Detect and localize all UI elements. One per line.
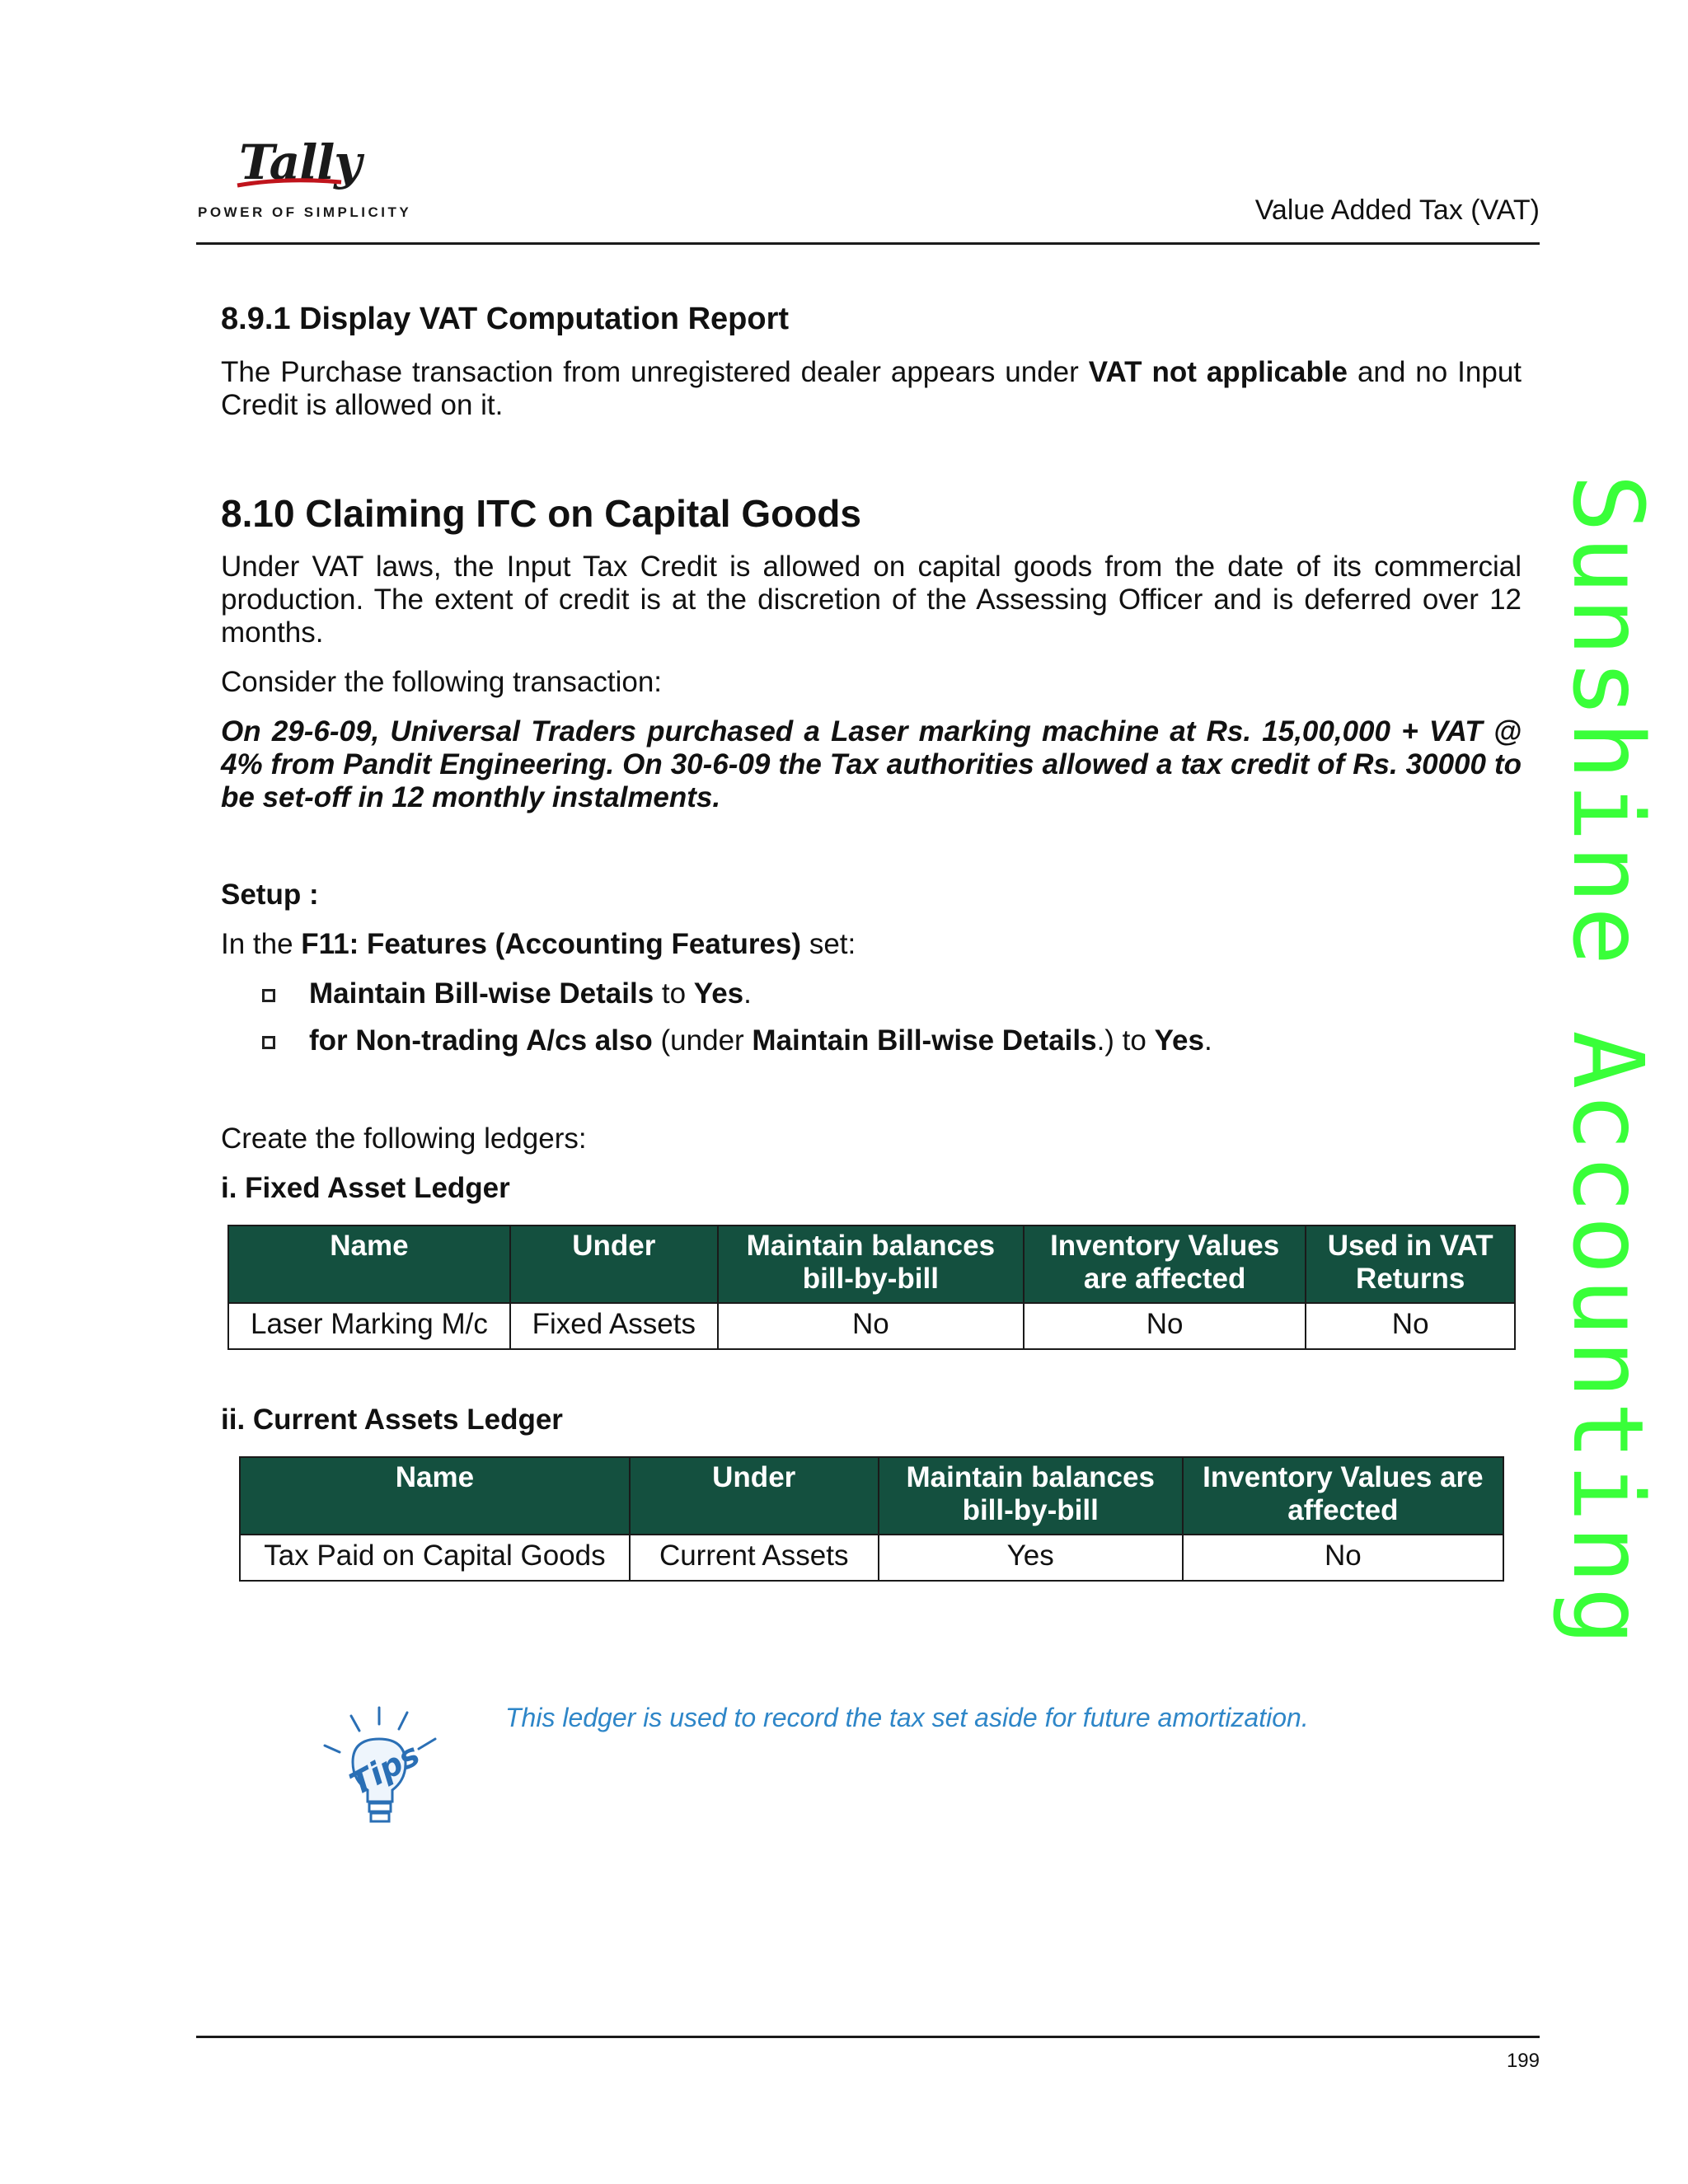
table-cell: No bbox=[718, 1303, 1024, 1349]
column-header: Name bbox=[240, 1457, 630, 1535]
logo-swoosh-icon bbox=[236, 176, 343, 190]
header-title: Value Added Tax (VAT) bbox=[1254, 194, 1540, 226]
column-header: Used in VAT Returns bbox=[1306, 1226, 1515, 1303]
page-number: 199 bbox=[1506, 2050, 1540, 2072]
table-cell: Current Assets bbox=[630, 1535, 879, 1581]
fixed-asset-table bbox=[227, 1225, 1516, 1350]
tips-lightbulb-icon bbox=[320, 1704, 443, 1828]
section-810-paragraph-1: Under VAT laws, the Input Tax Credit is allowed on capital goods from the date of its commercial production. The extent of credit is at the discretion of the Assessing Officer and is deferred over 12 months. bbox=[221, 551, 1522, 649]
table-cell: No bbox=[1024, 1303, 1306, 1349]
header-rule bbox=[196, 242, 1540, 245]
logo-wordmark: Tally bbox=[239, 134, 361, 190]
setup-heading: Setup : bbox=[221, 879, 319, 911]
fixed-asset-heading: i. Fixed Asset Ledger bbox=[221, 1172, 510, 1204]
section-810-heading: 8.10 Claiming ITC on Capital Goods bbox=[221, 492, 861, 535]
column-header: Inventory Values are affected bbox=[1183, 1457, 1503, 1535]
ledgers-intro: Create the following ledgers: bbox=[221, 1122, 587, 1155]
table-cell: Laser Marking M/c bbox=[228, 1303, 510, 1349]
current-assets-table bbox=[239, 1456, 1504, 1582]
table-cell: No bbox=[1183, 1535, 1503, 1581]
table-row bbox=[240, 1535, 1503, 1581]
footer-rule bbox=[196, 2036, 1540, 2038]
section-891-paragraph: The Purchase transaction from unregistered dealer appears under VAT not applicable and no Input Credit is allowed on it. bbox=[221, 356, 1522, 421]
logo-tagline: POWER OF SIMPLICITY bbox=[198, 204, 412, 220]
svg-text:Tips: Tips bbox=[344, 1736, 426, 1802]
table-cell: Tax Paid on Capital Goods bbox=[240, 1535, 630, 1581]
table-cell: No bbox=[1306, 1303, 1515, 1349]
column-header: Maintain balances bill-by-bill bbox=[879, 1457, 1183, 1535]
watermark bbox=[1550, 474, 1673, 1727]
setup-intro: In the F11: Features (Accounting Features) set: bbox=[221, 928, 856, 960]
table-row bbox=[228, 1303, 1515, 1349]
bullet-square-icon bbox=[262, 1036, 275, 1049]
transaction-example: On 29-6-09, Universal Traders purchased a Laser marking machine at Rs. 15,00,000 + VAT @ 4% from Pandit Engineering. On 30-6-09 the Tax authorities allowed a tax credit of Rs. 30000 to be set-off in 12 monthly instalments. bbox=[221, 715, 1522, 813]
column-header: Under bbox=[630, 1457, 879, 1535]
section-810-paragraph-2: Consider the following transaction: bbox=[221, 666, 663, 698]
table-cell: Yes bbox=[879, 1535, 1183, 1581]
tally-logo bbox=[196, 134, 412, 225]
column-header: Name bbox=[228, 1226, 510, 1303]
column-header: Inventory Values are affected bbox=[1024, 1226, 1306, 1303]
column-header: Under bbox=[510, 1226, 718, 1303]
table-header-row bbox=[240, 1457, 1503, 1535]
current-assets-heading: ii. Current Assets Ledger bbox=[221, 1404, 563, 1436]
table-cell: Fixed Assets bbox=[510, 1303, 718, 1349]
column-header: Maintain balances bill-by-bill bbox=[718, 1226, 1024, 1303]
section-891-heading: 8.9.1 Display VAT Computation Report bbox=[221, 302, 790, 336]
table-header-row bbox=[228, 1226, 1515, 1303]
watermark-text: Sunshine Accounting bbox=[1551, 474, 1665, 1649]
setup-bullet-1: Maintain Bill-wise Details to Yes. bbox=[309, 977, 752, 1010]
tips-text: This ledger is used to record the tax set aside for future amortization. bbox=[505, 1703, 1309, 1732]
setup-bullet-2: for Non-trading A/cs also (under Maintain Bill-wise Details.) to Yes. bbox=[309, 1024, 1212, 1057]
bullet-square-icon bbox=[262, 989, 275, 1002]
